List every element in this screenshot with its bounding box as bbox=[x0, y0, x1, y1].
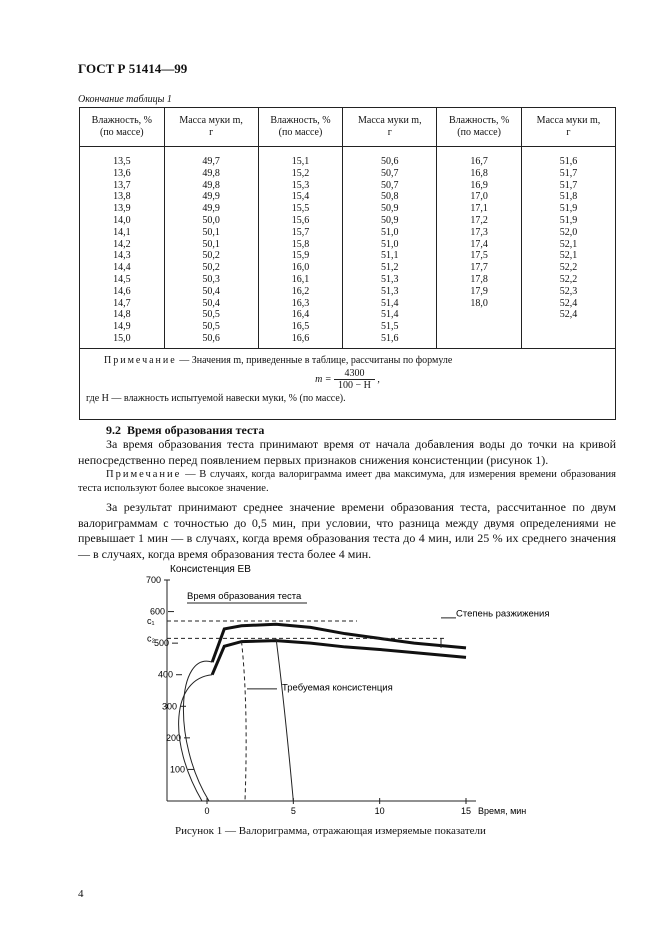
table-cell: 51,6 bbox=[559, 156, 578, 167]
table-cell: 52,1 bbox=[559, 250, 578, 262]
table-cell: 50,1 bbox=[202, 238, 220, 250]
formula bbox=[86, 368, 609, 391]
valorigram-chart bbox=[0, 558, 661, 820]
table-cell: 14,7 bbox=[113, 297, 131, 309]
table-cell: 50,9 bbox=[381, 214, 399, 226]
table-cell: 17,5 bbox=[470, 250, 488, 262]
table-cell: 50,7 bbox=[381, 167, 399, 179]
table-cell: 50,2 bbox=[202, 250, 220, 262]
figure-caption: Рисунок 1 — Валориграмма, отражающая измеряемые показатели bbox=[175, 825, 486, 837]
table-cell: 17,2 bbox=[470, 214, 488, 226]
note-label: Примечание bbox=[104, 354, 177, 366]
table-cell: 14,6 bbox=[113, 285, 131, 297]
x-tick-label: 10 bbox=[374, 806, 385, 816]
formation-time-line bbox=[242, 642, 247, 801]
table-cell: 51,3 bbox=[381, 273, 399, 285]
table-cell: 51,9 bbox=[559, 203, 578, 215]
table-cell: 50,5 bbox=[202, 321, 220, 333]
c2-label: c₂ bbox=[147, 633, 155, 644]
table-cell: 51,2 bbox=[381, 262, 399, 274]
note-text: — Значения m, приведенные в таблице, рассчитаны по формуле bbox=[179, 354, 453, 366]
formula-lhs: m = bbox=[315, 373, 332, 385]
table-cell: 13,5 bbox=[113, 156, 131, 167]
table-cell: 51,7 bbox=[559, 167, 578, 179]
header-mass-2: Масса муки m, г bbox=[343, 108, 437, 147]
table-cell: 15,3 bbox=[291, 179, 310, 191]
formula-numerator: 4300 bbox=[334, 368, 375, 380]
reference-curve bbox=[276, 638, 293, 801]
table-cell: 17,3 bbox=[470, 226, 488, 238]
moisture-mass-table bbox=[79, 107, 616, 420]
chart-annotations bbox=[147, 591, 549, 694]
table-cell: 51,9 bbox=[559, 214, 578, 226]
table-cell: 50,6 bbox=[381, 156, 399, 167]
y-tick-label: 300 bbox=[161, 701, 177, 712]
table-cell: 17,1 bbox=[470, 203, 488, 215]
table-cell: 14,2 bbox=[113, 238, 131, 250]
page-number: 4 bbox=[78, 888, 84, 900]
table-cell: 16,7 bbox=[470, 156, 488, 167]
table-cell: 15,8 bbox=[291, 238, 310, 250]
table-cell: 50,5 bbox=[202, 309, 220, 321]
table-cell: 52,2 bbox=[559, 273, 578, 285]
table-cell: 52,1 bbox=[559, 238, 578, 250]
table-cell: 52,3 bbox=[559, 285, 578, 297]
table-cell: 14,1 bbox=[113, 226, 131, 238]
table-cell: 51,4 bbox=[381, 297, 399, 309]
table-cell: 16,0 bbox=[291, 262, 310, 274]
chart-series bbox=[179, 624, 466, 801]
table-cell: 13,7 bbox=[113, 179, 131, 191]
c1-label: c₁ bbox=[147, 616, 155, 627]
table-cell: 52,2 bbox=[559, 262, 578, 274]
table-cell: 51,6 bbox=[381, 332, 399, 344]
table-cell: 17,8 bbox=[470, 273, 488, 285]
table-cell: 16,8 bbox=[470, 167, 488, 179]
table-cell: 15,2 bbox=[291, 167, 310, 179]
table-cell: 51,4 bbox=[381, 309, 399, 321]
rising-curve-2 bbox=[179, 675, 213, 801]
table-cell: 17,0 bbox=[470, 191, 488, 203]
formula-fraction bbox=[334, 368, 375, 391]
table-cell: 50,4 bbox=[202, 297, 220, 309]
table-column bbox=[80, 147, 165, 349]
table-column bbox=[343, 147, 437, 349]
section-note-label: Примечание bbox=[106, 469, 182, 480]
table-cell: 51,3 bbox=[381, 285, 399, 297]
x-axis-label: Время, мин bbox=[478, 806, 527, 816]
section-heading: 9.2 Время образования теста bbox=[106, 423, 265, 437]
document-header: ГОСТ Р 51414—99 bbox=[78, 61, 188, 76]
table-cell: 16,6 bbox=[291, 332, 310, 344]
table-cell: 16,2 bbox=[291, 285, 310, 297]
table-cell: 51,7 bbox=[559, 179, 578, 191]
table-cell: 17,7 bbox=[470, 262, 488, 274]
table-cell: 14,3 bbox=[113, 250, 131, 262]
table-cell: 52,4 bbox=[559, 309, 578, 321]
table-cell: 16,4 bbox=[291, 309, 310, 321]
table-cell: 16,1 bbox=[291, 273, 310, 285]
table-cell: 51,5 bbox=[381, 321, 399, 333]
table-cell: 18,0 bbox=[470, 297, 488, 309]
table-note-row bbox=[80, 348, 616, 419]
paragraph-2: За результат принимают среднее значение времени образования теста, рассчитанное по двум валориграммам с точностью до 0,5 мин, при условии, что разница между двумя определениями не превышает 1 мин — в случаях, когда время образования теста до 4 мин, или 25 % их среднего значения — в случаях, когда время образования теста более 4 мин. bbox=[78, 500, 616, 561]
table-cell: 51,0 bbox=[381, 226, 399, 238]
series-line-upper bbox=[212, 624, 466, 662]
table-cell: 50,8 bbox=[381, 191, 399, 203]
table-cell: 17,4 bbox=[470, 238, 488, 250]
header-moisture-1: Влажность, % (по массе) bbox=[80, 108, 165, 147]
table-cell: 14,4 bbox=[113, 262, 131, 274]
table-cell: 13,9 bbox=[113, 203, 131, 215]
table-cell: 50,1 bbox=[202, 226, 220, 238]
table-cell: 51,0 bbox=[381, 238, 399, 250]
note-where: где H — влажность испытуемой навески муки, % (по массе). bbox=[86, 392, 346, 404]
table-cell: 52,0 bbox=[559, 226, 578, 238]
table-cell: 50,2 bbox=[202, 262, 220, 274]
table-note bbox=[80, 348, 616, 419]
section-note bbox=[78, 468, 616, 496]
table-cell: 49,7 bbox=[202, 156, 220, 167]
y-tick-label: 500 bbox=[153, 638, 169, 649]
table-cell: 16,9 bbox=[470, 179, 488, 191]
formation-time-label: Время образования теста bbox=[187, 590, 302, 602]
table-cell: 15,1 bbox=[291, 156, 310, 167]
table-cell: 16,3 bbox=[291, 297, 310, 309]
y-tick-label: 100 bbox=[169, 764, 185, 775]
table-cell: 16,5 bbox=[291, 321, 310, 333]
y-tick-label: 700 bbox=[145, 575, 161, 585]
table-cell: 14,8 bbox=[113, 309, 131, 321]
table-cell: 14,9 bbox=[113, 321, 131, 333]
table-cell: 49,9 bbox=[202, 191, 220, 203]
table-cell: 52,4 bbox=[559, 297, 578, 309]
table-body-row bbox=[80, 147, 616, 349]
y-tick-label: 200 bbox=[165, 732, 181, 743]
table-cell: 50,0 bbox=[202, 214, 220, 226]
header-mass-1: Масса муки m, г bbox=[164, 108, 258, 147]
header-moisture-3: Влажность, % (по массе) bbox=[437, 108, 522, 147]
table-header-row bbox=[80, 108, 616, 147]
required-consistency-label: Требуемая консистенция bbox=[282, 682, 393, 694]
table-column bbox=[437, 147, 522, 349]
rising-curve bbox=[183, 661, 212, 801]
table-cell: 50,6 bbox=[202, 332, 220, 344]
table-cell: 13,8 bbox=[113, 191, 131, 203]
x-tick-label: 15 bbox=[460, 806, 472, 816]
table-cell: 50,4 bbox=[202, 285, 220, 297]
table-cell: 17,9 bbox=[470, 285, 488, 297]
table-cell: 15,0 bbox=[113, 332, 131, 344]
table-cell: 51,8 bbox=[559, 191, 578, 203]
softening-label: Степень разжижения bbox=[456, 608, 550, 620]
x-tick-label: 5 bbox=[290, 806, 296, 816]
table-cell: 15,9 bbox=[291, 250, 310, 262]
table-cell: 50,7 bbox=[381, 179, 399, 191]
table-caption: Окончание таблицы 1 bbox=[78, 94, 172, 105]
table-cell: 50,3 bbox=[202, 273, 220, 285]
table-cell: 49,9 bbox=[202, 203, 220, 215]
table-cell: 15,5 bbox=[291, 203, 310, 215]
table-cell: 49,8 bbox=[202, 167, 220, 179]
y-tick-label: 400 bbox=[157, 669, 173, 680]
header-moisture-2: Влажность, % (по массе) bbox=[258, 108, 343, 147]
table-cell: 49,8 bbox=[202, 179, 220, 191]
table-cell: 13,6 bbox=[113, 167, 131, 179]
table-column bbox=[164, 147, 258, 349]
table-cell: 14,5 bbox=[113, 273, 131, 285]
table-column bbox=[521, 147, 615, 349]
y-axis-label: Консистенция ЕВ bbox=[170, 564, 251, 575]
section-note-text: — В случаях, когда валориграмма имеет два максимума, для измерения времени образования теста используют более высокое значение. bbox=[78, 469, 617, 494]
x-tick-label: 0 bbox=[204, 806, 210, 816]
table-cell: 15,4 bbox=[291, 191, 310, 203]
table-cell: 15,6 bbox=[291, 214, 310, 226]
formula-denominator: 100 − H bbox=[338, 379, 371, 391]
table-cell: 51,1 bbox=[381, 250, 399, 262]
paragraph-1: За время образования теста принимают время от начала добавления воды до точки на кривой непосредственно перед появлением первых признаков снижения консистенции (рисунок 1). bbox=[78, 437, 616, 467]
table-column bbox=[258, 147, 343, 349]
table-cell: 50,9 bbox=[381, 203, 399, 215]
header-mass-3: Масса муки m, г bbox=[521, 108, 615, 147]
table-cell: 15,7 bbox=[291, 226, 310, 238]
formula-tail: , bbox=[377, 373, 380, 385]
y-tick-label: 600 bbox=[149, 606, 165, 617]
table-cell: 14,0 bbox=[113, 214, 131, 226]
